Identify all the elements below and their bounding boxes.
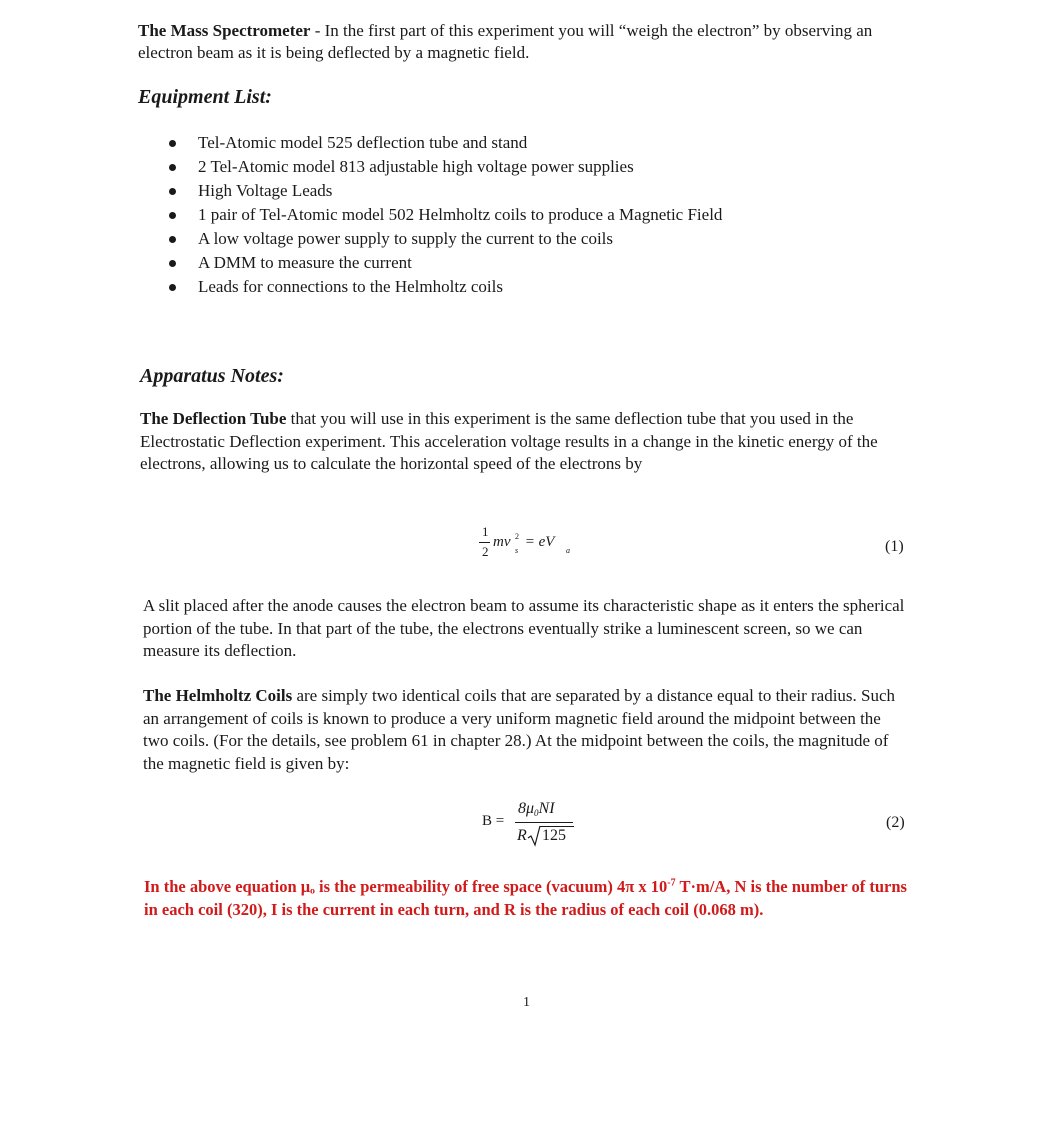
eq1-subscript: s	[515, 546, 519, 555]
intro-text: - In the first part of this experiment you will “weigh the electron” by observing an electron beam as it is being deflected by a magnetic field.	[138, 21, 873, 62]
bullet-icon	[169, 188, 176, 195]
eq2-denominator-radicand: 125	[542, 827, 566, 844]
deflection-tube-paragraph: The Deflection Tube that you will use in this experiment is the same deflection tube that you used in the Electrostatic Deflection experiment. This acceleration voltage results in a change in the kinetic energy of the electrons, allowing us to calculate the horizontal speed of the electrons by	[140, 409, 878, 473]
eq1-superscript: 2	[515, 532, 519, 541]
intro-paragraph	[138, 20, 898, 64]
eq1-rhs-subscript: a	[566, 546, 570, 555]
equipment-list	[165, 131, 722, 299]
page-number: 1	[523, 995, 530, 1010]
eq1-fraction-bar	[479, 542, 490, 543]
list-item: A low voltage power supply to supply the current to the coils	[165, 227, 722, 251]
radical-icon	[527, 825, 541, 847]
list-item: Tel-Atomic model 525 deflection tube and stand	[165, 131, 722, 155]
definitions-note: In the above equation μₒ is the permeability of free space (vacuum) 4π x $10^{-7}$ T·m/A, N is the number of turns in each coil (320), I is the current in each turn, and R is the radius of each coil (0.068 m).	[144, 877, 907, 919]
deflection-term: The Deflection Tube	[140, 409, 287, 428]
eq2-denominator-r: R	[517, 827, 527, 844]
eq1-fraction-denominator: 2	[482, 544, 489, 559]
intro-title: The Mass Spectrometer	[138, 21, 311, 40]
list-item: Leads for connections to the Helmholtz coils	[165, 275, 722, 299]
eq1-mv: mv	[493, 534, 511, 550]
eq2-fraction-bar	[515, 822, 573, 823]
equipment-heading: Equipment List:	[138, 86, 272, 108]
equation-2-number: (2)	[886, 814, 905, 831]
bullet-icon	[169, 164, 176, 171]
bullet-icon	[169, 284, 176, 291]
equation-2	[482, 800, 592, 852]
bullet-icon	[169, 140, 176, 147]
helmholtz-paragraph: The Helmholtz Coils are simply two identical coils that are separated by a distance equal to their radius. Such an arrangement of coils is known to produce a very uniform magnetic field around the midpoint between the two coils. (For the details, see problem 61 in chapter 28.) At the midpoint between the coils, the magnitude of the magnetic field is given by:	[143, 686, 896, 773]
bullet-icon	[169, 236, 176, 243]
equation-1-number: (1)	[885, 538, 904, 555]
helmholtz-term: The Helmholtz Coils	[143, 686, 293, 705]
equation-1	[479, 524, 599, 564]
slit-paragraph: A slit placed after the anode causes the electron beam to assume its characteristic shape as it enters the spherical portion of the tube. In that part of the tube, the electrons eventually strike a luminescent screen, so we can measure its deflection.	[143, 596, 905, 660]
eq2-lhs: B =	[482, 813, 505, 829]
list-item: 2 Tel-Atomic model 813 adjustable high voltage power supplies	[165, 155, 722, 179]
eq1-fraction-numerator: 1	[482, 524, 489, 539]
apparatus-notes-heading: Apparatus Notes:	[140, 365, 284, 387]
list-item: A DMM to measure the current	[165, 251, 722, 275]
eq1-rhs: = eV	[521, 534, 555, 550]
bullet-icon	[169, 212, 176, 219]
eq2-numerator: 8μ0NI	[518, 800, 555, 818]
list-item: High Voltage Leads	[165, 179, 722, 203]
list-item: 1 pair of Tel-Atomic model 502 Helmholtz coils to produce a Magnetic Field	[165, 203, 722, 227]
bullet-icon	[169, 260, 176, 267]
